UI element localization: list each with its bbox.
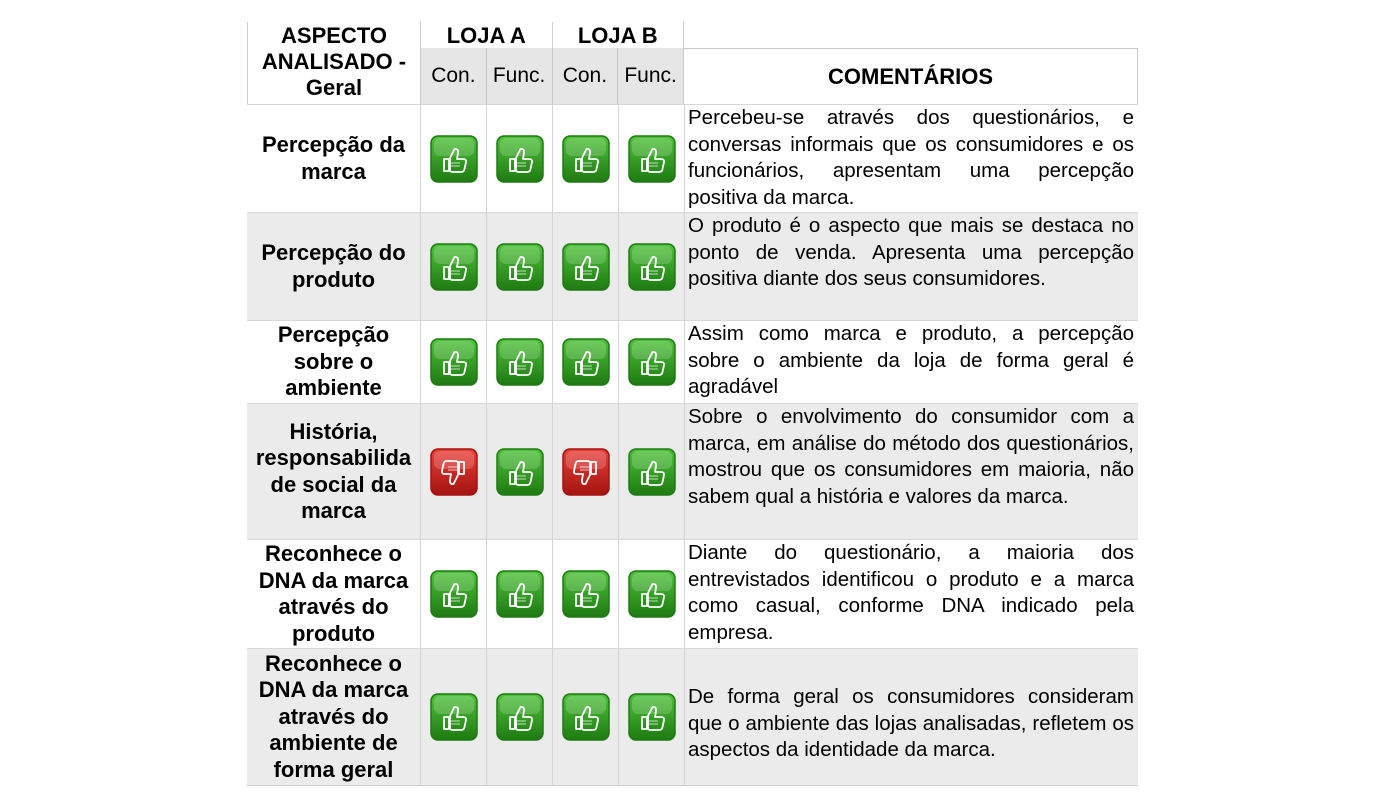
header-store-b: LOJA B <box>552 22 685 48</box>
table-row <box>247 403 1138 539</box>
aspect-label: Percepção da marca <box>261 132 406 184</box>
rating-cell-store-b-con <box>552 321 618 403</box>
comment-cell <box>684 213 1138 320</box>
thumbs-up-icon <box>430 135 478 183</box>
header-store-b-con: Con. <box>552 48 618 104</box>
rating-cell-store-b-con <box>552 540 618 648</box>
thumbs-up-icon <box>628 243 676 291</box>
rating-cell-store-a-func <box>486 649 552 785</box>
rating-cell-store-b-con <box>552 213 618 320</box>
header-aspect <box>247 22 420 104</box>
thumbs-up-icon <box>562 338 610 386</box>
comment-cell <box>684 105 1138 212</box>
evaluation-table <box>247 22 1138 786</box>
thumbs-up-icon <box>562 693 610 741</box>
table-header <box>247 22 1138 104</box>
thumbs-up-icon <box>562 135 610 183</box>
rating-cell-store-a-con <box>420 321 486 403</box>
header-comments <box>684 22 1138 104</box>
thumbs-up-icon <box>496 448 544 496</box>
rating-cell-store-b-con <box>552 105 618 212</box>
comment-cell <box>684 540 1138 648</box>
table-row <box>247 539 1138 648</box>
rating-cell-store-a-con <box>420 540 486 648</box>
aspect-cell <box>247 105 420 212</box>
aspect-label: Percepção sobre o ambiente <box>277 322 390 401</box>
rating-cell-store-a-func <box>486 540 552 648</box>
comment-text: Percebeu-se através dos questionários, e conversas informais que os consumidores e os funcionários, apresentam uma percepção positiva da marca. <box>688 106 1134 209</box>
aspect-label: Reconhece o DNA da marca através do produto <box>258 541 409 646</box>
rating-cell-store-a-func <box>486 321 552 403</box>
thumbs-up-icon <box>496 243 544 291</box>
header-aspect-label: ASPECTO ANALISADO - Geral <box>261 23 407 100</box>
rating-cell-store-a-func <box>486 213 552 320</box>
thumbs-up-icon <box>430 338 478 386</box>
header-comments-label: COMENTÁRIOS <box>828 63 993 89</box>
table-row <box>247 648 1138 785</box>
thumbs-up-icon <box>628 570 676 618</box>
rating-cell-store-a-con <box>420 105 486 212</box>
thumbs-up-icon <box>430 693 478 741</box>
table-row <box>247 212 1138 320</box>
thumbs-down-icon <box>430 448 478 496</box>
rating-cell-store-a-func <box>486 404 552 539</box>
thumbs-up-icon <box>496 338 544 386</box>
rating-cell-store-b-con <box>552 649 618 785</box>
rating-cell-store-a-con <box>420 213 486 320</box>
thumbs-up-icon <box>628 135 676 183</box>
comment-cell <box>684 649 1138 785</box>
rating-cell-store-b-func <box>618 649 684 785</box>
table-body <box>247 104 1138 785</box>
rating-cell-store-b-func <box>618 105 684 212</box>
aspect-cell <box>247 649 420 785</box>
comment-text: Assim como marca e produto, a percepção sobre o ambiente da loja de forma geral é agradável <box>688 322 1134 398</box>
rating-cell-store-b-func <box>618 540 684 648</box>
rating-cell-store-b-con <box>552 404 618 539</box>
header-store-a-func: Func. <box>486 48 552 104</box>
aspect-cell <box>247 321 420 403</box>
aspect-cell <box>247 404 420 539</box>
comment-text: De forma geral os consumidores consideram que o ambiente das lojas analisadas, refletem os aspectos da identidade da marca. <box>688 685 1134 762</box>
comment-text: Diante do questionário, a maioria dos entrevistados identificou o produto e a marca como casual, conforme DNA indicado pela empresa. <box>688 541 1134 644</box>
thumbs-up-icon <box>496 135 544 183</box>
header-store-a-con: Con. <box>420 48 486 104</box>
thumbs-up-icon <box>628 693 676 741</box>
rating-cell-store-a-func <box>486 105 552 212</box>
aspect-cell <box>247 213 420 320</box>
rating-cell-store-b-func <box>618 404 684 539</box>
aspect-cell <box>247 540 420 648</box>
rating-cell-store-b-func <box>618 321 684 403</box>
header-store-a: LOJA A <box>420 22 552 48</box>
thumbs-down-icon <box>562 448 610 496</box>
header-stores <box>420 22 684 104</box>
rating-cell-store-b-func <box>618 213 684 320</box>
thumbs-up-icon <box>430 243 478 291</box>
thumbs-up-icon <box>496 693 544 741</box>
comment-text: O produto é o aspecto que mais se destaca no ponto de venda. Apresenta uma percepção positiva diante dos seus consumidores. <box>688 214 1134 290</box>
thumbs-up-icon <box>562 243 610 291</box>
header-store-b-func: Func. <box>617 48 684 104</box>
aspect-label: História, responsabilida de social da marca <box>255 418 412 523</box>
table-row <box>247 320 1138 403</box>
comment-cell <box>684 321 1138 403</box>
comment-cell <box>684 404 1138 539</box>
table-row <box>247 104 1138 212</box>
thumbs-up-icon <box>628 338 676 386</box>
thumbs-up-icon <box>628 448 676 496</box>
rating-cell-store-a-con <box>420 404 486 539</box>
thumbs-up-icon <box>496 570 544 618</box>
thumbs-up-icon <box>430 570 478 618</box>
aspect-label: Reconhece o DNA da marca através do ambiente de forma geral <box>258 650 409 782</box>
aspect-label: Percepção do produto <box>261 240 406 292</box>
comment-text: Sobre o envolvimento do consumidor com a marca, em análise do método dos questionários, mostrou que os consumidores em maioria, não sabem qual a história e valores da marca. <box>688 405 1134 508</box>
thumbs-up-icon <box>562 570 610 618</box>
rating-cell-store-a-con <box>420 649 486 785</box>
